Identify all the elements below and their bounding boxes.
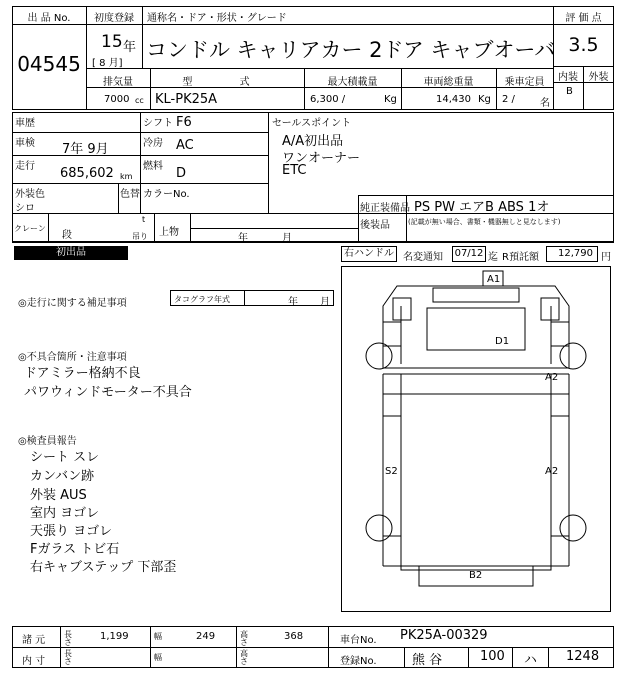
crane-ton-unit: t xyxy=(142,215,146,224)
inspector-note-2: カンバン跡 xyxy=(30,469,95,484)
mileage-unit: km xyxy=(120,172,133,181)
crane-steps-unit: 段 xyxy=(62,230,72,241)
score-label: 評 価 点 xyxy=(565,13,602,24)
passengers-unit: 名 xyxy=(540,98,550,109)
ac-value: AC xyxy=(176,138,194,153)
name-change-date: 07/12 xyxy=(452,246,486,262)
inspector-note-3: 外装 AUS xyxy=(30,488,87,503)
equipment-label: 純正装備品 xyxy=(360,203,410,214)
rear-right-wheel xyxy=(560,515,586,541)
capacity-value: 6,300 / xyxy=(310,94,346,105)
name-label: 通称名・ドア・形状・グレード xyxy=(147,13,287,24)
mileage-label: 走行 xyxy=(15,161,35,172)
inspector-note-6: Fガラス トビ石 xyxy=(30,542,120,557)
equipment-value: PS PW エアB ABS 1オ xyxy=(414,200,550,215)
registration-label: 登録No. xyxy=(340,656,377,667)
height-label: 高さ xyxy=(240,630,248,647)
gross-weight-value: 14,430 xyxy=(436,94,471,105)
tachograph-year-unit: 年 xyxy=(288,297,298,308)
exterior-color-value: シロ xyxy=(15,203,35,214)
vehicle-name: コンドル キャリアカー 2ドア キャブオーバ xyxy=(146,38,556,62)
shift-label: シフト xyxy=(143,118,173,129)
registration-month: [ 8 月] xyxy=(92,58,123,69)
inspector-note-1: シート スレ xyxy=(30,450,100,465)
year-unit: 年 xyxy=(123,40,137,55)
inspection-label: 車検 xyxy=(15,138,35,149)
inner-height-label: 高さ xyxy=(240,649,248,666)
defect-1: ドアミラー格納不良 xyxy=(24,366,141,381)
truck-diagram xyxy=(341,266,611,612)
recycle-unit: 円 xyxy=(601,252,611,263)
recycle-amount: 12,790 xyxy=(546,246,598,262)
diagram-mark-a2-front: A2 xyxy=(545,372,559,383)
cargo-deck xyxy=(401,374,551,570)
retrofit-note: (記載が無い場合、書類・機器無しと見なします) xyxy=(408,218,561,226)
fuel-value: D xyxy=(176,166,187,181)
inspector-note-5: 天張り ヨゴレ xyxy=(30,524,113,539)
registration-area: 熊 谷 xyxy=(412,653,443,668)
sales-point-1: A/A初出品 xyxy=(282,134,344,149)
inner-dimensions-label: 内 寸 xyxy=(22,656,46,667)
front-left-wheel xyxy=(366,343,392,369)
capacity-label: 最大積載量 xyxy=(327,77,378,88)
driving-notes-header: ◎走行に関する補足事項 xyxy=(18,298,127,309)
upper-year-unit: 年 xyxy=(238,233,248,244)
recycle-label: R預託額 xyxy=(502,252,539,263)
inner-length-label: 長さ xyxy=(64,649,72,666)
sales-point-2: ワンオーナー xyxy=(282,151,361,166)
registration-class: 100 xyxy=(480,649,505,664)
crane-lift-unit: 吊り xyxy=(132,232,148,241)
registration-number: 1248 xyxy=(566,649,600,664)
lot-number: 04545 xyxy=(17,52,81,76)
model-code: KL-PK25A xyxy=(155,92,218,107)
inspector-header: ◎検査員報告 xyxy=(18,436,77,447)
score-value: 3.5 xyxy=(568,34,599,56)
right-mirror xyxy=(541,298,559,320)
retrofit-label: 後装品 xyxy=(360,220,390,231)
color-change-label: 色替 xyxy=(120,189,140,200)
steering-badge: 右ハンドル xyxy=(341,246,397,262)
inspector-note-4: 室内 ヨゴレ xyxy=(30,506,100,521)
inspection-value: 7年 9月 xyxy=(62,142,109,157)
gross-weight-unit: Kg xyxy=(478,94,491,105)
exterior-label: 外装 xyxy=(588,72,609,83)
diagram-mark-d1: D1 xyxy=(495,336,510,347)
capacity-unit: Kg xyxy=(384,94,397,105)
diagram-mark-a2-side: A2 xyxy=(545,466,559,477)
diagram-mark-a1: A1 xyxy=(487,274,501,285)
inspector-note-7: 右キャブステップ 下部歪 xyxy=(30,560,177,575)
exterior-color-label: 外装色 xyxy=(15,189,45,200)
roof xyxy=(433,288,519,302)
ac-label: 冷房 xyxy=(143,138,163,149)
gross-weight-label: 車両総重量 xyxy=(423,77,474,88)
inner-width-label: 幅 xyxy=(154,653,162,662)
passengers-label: 乗車定員 xyxy=(504,77,545,88)
displacement-value: 7000 xyxy=(104,94,130,105)
fuel-label: 燃料 xyxy=(143,161,163,172)
windshield xyxy=(427,308,525,350)
tachograph-month-unit: 月 xyxy=(320,297,330,308)
passengers-value: 2 / xyxy=(502,94,515,105)
left-mirror xyxy=(393,298,411,320)
first-registration-label: 初度登録 xyxy=(94,13,134,24)
upper-body-label: 上物 xyxy=(159,227,179,238)
first-listing-badge: 初出品 xyxy=(14,246,128,260)
defects-header: ◎不具合箇所・注意事項 xyxy=(18,352,127,363)
displacement-label: 排気量 xyxy=(103,77,133,88)
height-value: 368 xyxy=(284,631,304,642)
lot-label: 出 品 No. xyxy=(27,13,71,24)
defect-2: パワウィンドモーター不具合 xyxy=(24,385,192,400)
type-label: 型 式 xyxy=(182,77,272,88)
upper-month-unit: 月 xyxy=(282,233,292,244)
chassis-label: 車台No. xyxy=(340,635,377,646)
crane-label: クレーン xyxy=(14,224,46,233)
rear-left-wheel xyxy=(366,515,392,541)
chassis-number: PK25A-00329 xyxy=(400,628,488,643)
diagram-mark-b2: B2 xyxy=(469,570,483,581)
interior-grade: B xyxy=(566,86,573,97)
displacement-unit: cc xyxy=(135,96,144,105)
color-number-label: カラーNo. xyxy=(143,189,190,200)
sales-points-label: セールスポイント xyxy=(272,118,352,129)
shift-value: F6 xyxy=(176,115,192,130)
tachograph-label: タコグラフ年式 xyxy=(174,295,230,304)
registration-kana: ハ xyxy=(524,653,538,668)
diagram-mark-s2: S2 xyxy=(385,466,398,477)
front-right-wheel xyxy=(560,343,586,369)
length-label: 長さ xyxy=(64,630,72,647)
name-change-label: 名変通知 xyxy=(403,252,443,263)
width-label: 幅 xyxy=(154,632,162,641)
sales-point-3: ETC xyxy=(282,163,307,178)
interior-label: 内装 xyxy=(558,72,578,83)
dimensions-label: 諸 元 xyxy=(22,635,46,646)
width-value: 249 xyxy=(196,631,216,642)
deadline-label: 迄 xyxy=(488,252,498,263)
history-label: 車歴 xyxy=(15,118,35,129)
registration-year: 15 xyxy=(101,32,123,52)
mileage-value: 685,602 xyxy=(60,166,114,181)
length-value: 1,199 xyxy=(100,631,129,642)
